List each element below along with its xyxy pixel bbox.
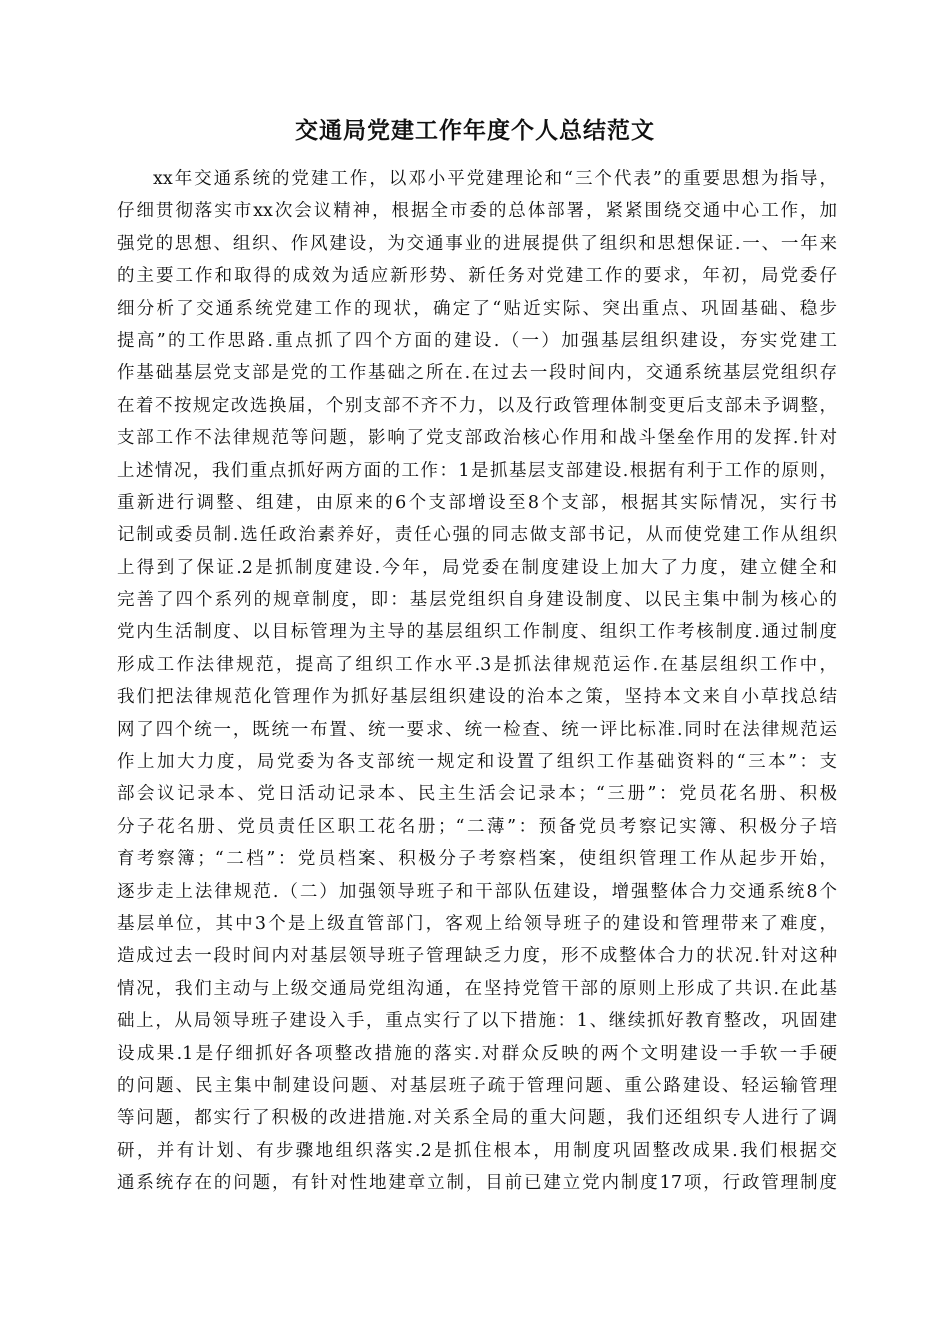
body-text-line: 形成工作法律规范，提高了组织工作水平.3是抓法律规范运作.在基层组织工作中，	[117, 654, 837, 675]
body-text-line: 提高”的工作思路.重点抓了四个方面的建设.（一）加强基层组织建设，夯实党建工	[117, 330, 837, 351]
body-text-line: 等问题，都实行了积极的改进措施.对关系全局的重大问题，我们还组织专人进行了调	[117, 1108, 837, 1129]
body-text-line: 上述情况，我们重点抓好两方面的工作：1是抓基层支部建设.根据有利于工作的原则，	[117, 460, 837, 481]
body-text-line: 部会议记录本、党日活动记录本、民主生活会记录本；“三册”：党员花名册、积极	[117, 784, 837, 805]
document-title: 交通局党建工作年度个人总结范文	[295, 117, 655, 144]
body-text-line: 我们把法律规范化管理作为抓好基层组织建设的治本之策，坚持本文来自小草找总结	[117, 687, 837, 708]
body-text-line: 完善了四个系列的规章制度，即：基层党组织自身建设制度、以民主集中制为核心的	[117, 590, 837, 611]
body-text-line: 的主要工作和取得的成效为适应新形势、新任务对党建工作的要求，年初，局党委仔	[117, 266, 837, 287]
body-text-line: 造成过去一段时间内对基层领导班子管理缺乏力度，形不成整体合力的状况.针对这种	[117, 946, 837, 967]
body-text-line: 作上加大力度，局党委为各支部统一规定和设置了组织工作基础资料的“三本”：支	[117, 752, 837, 773]
body-text-line: xx年交通系统的党建工作，以邓小平党建理论和“三个代表”的重要思想为指导，	[153, 169, 837, 189]
body-text-line: 逐步走上法律规范.（二）加强领导班子和干部队伍建设，增强整体合力交通系统8个	[117, 881, 837, 902]
body-text-line: 细分析了交通系统党建工作的现状，确定了“贴近实际、突出重点、巩固基础、稳步	[117, 298, 837, 319]
body-text-line: 情况，我们主动与上级交通局党组沟通，在坚持党管干部的原则上形成了共识.在此基	[117, 978, 837, 999]
body-text-line: 上得到了保证.2是抓制度建设.今年，局党委在制度建设上加大了力度，建立健全和	[117, 557, 837, 578]
body-text-line: 育考察簿；“二档”：党员档案、积极分子考察档案，使组织管理工作从起步开始，	[117, 849, 837, 870]
body-text-line: 作基础基层党支部是党的工作基础之所在.在过去一段时间内，交通系统基层党组织存	[117, 363, 837, 384]
body-text-line: 基层单位，其中3个是上级直管部门，客观上给领导班子的建设和管理带来了难度，	[117, 913, 837, 934]
body-text-line: 研，并有计划、有步骤地组织落实.2是抓住根本，用制度巩固整改成果.我们根据交	[117, 1140, 837, 1161]
body-text-line: 重新进行调整、组建，由原来的6个支部增设至8个支部，根据其实际情况，实行书	[117, 492, 837, 513]
body-text-line: 础上，从局领导班子建设入手，重点实行了以下措施：1、继续抓好教育整改，巩固建	[117, 1011, 837, 1032]
body-text-line: 在着不按规定改选换届，个别支部不齐不力，以及行政管理体制变更后支部未予调整，	[117, 395, 837, 416]
body-text-line: 网了四个统一，既统一布置、统一要求、统一检查、统一评比标准.同时在法律规范运	[117, 719, 837, 740]
body-text-line: 党内生活制度、以目标管理为主导的基层组织工作制度、组织工作考核制度.通过制度	[117, 622, 837, 643]
body-text-line: 支部工作不法律规范等问题，影响了党支部政治核心作用和战斗堡垒作用的发挥.针对	[117, 428, 837, 449]
body-text-line: 仔细贯彻落实市xx次会议精神，根据全市委的总体部署，紧紧围绕交通中心工作，加	[117, 201, 837, 222]
body-text-line: 的问题、民主集中制建设问题、对基层班子疏于管理问题、重公路建设、轻运输管理	[117, 1075, 837, 1096]
body-text-line: 设成果.1是仔细抓好各项整改措施的落实.对群众反映的两个文明建设一手软一手硬	[117, 1043, 837, 1064]
document-body	[117, 163, 837, 1200]
body-text-line: 强党的思想、组织、作风建设，为交通事业的进展提供了组织和思想保证.一、一年来	[117, 233, 837, 254]
body-text-line: 通系统存在的问题，有针对性地建章立制，目前已建立党内制度17项，行政管理制度	[117, 1173, 837, 1194]
body-text-line: 记制或委员制.选任政治素养好，责任心强的同志做支部书记，从而使党建工作从组织	[117, 525, 837, 546]
body-text-line: 分子花名册、党员责任区职工花名册；“二薄”：预备党员考察记实簿、积极分子培	[117, 816, 837, 837]
